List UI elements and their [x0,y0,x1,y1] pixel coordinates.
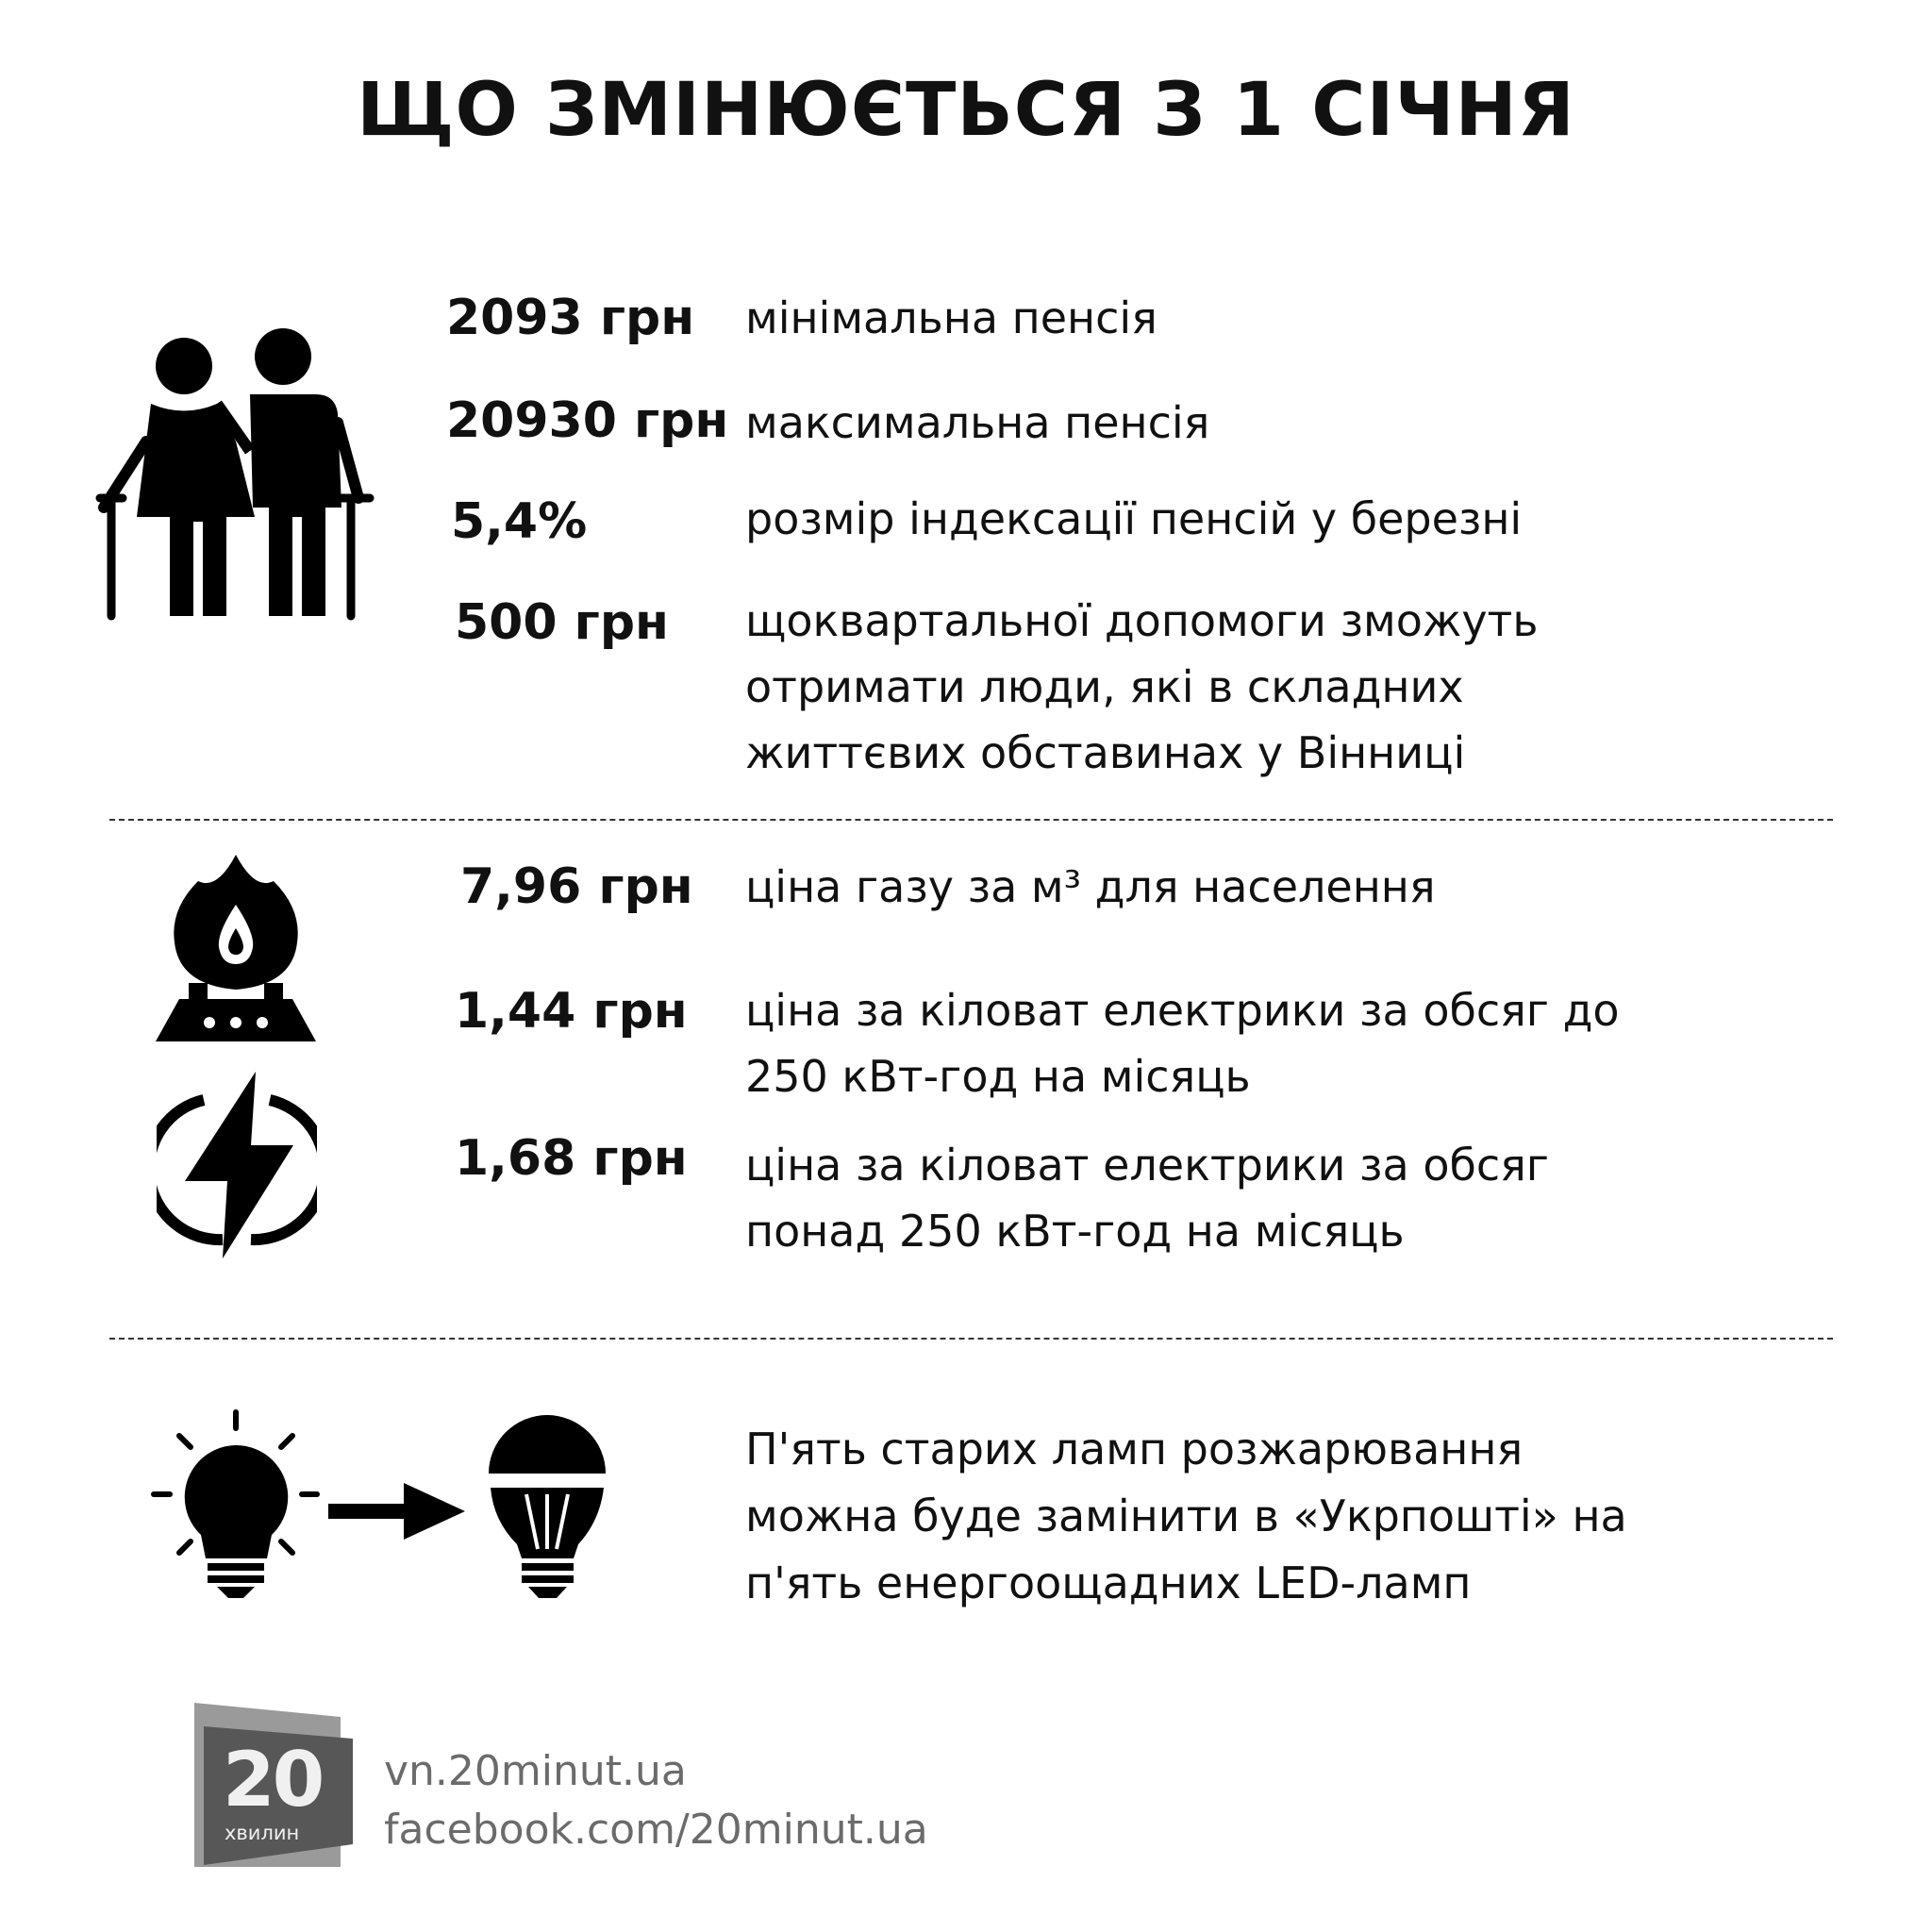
aid-label-1: щоквартальної допомоги зможуть [745,595,1539,646]
gas-price-value: 7,96 грн [460,858,693,915]
electricity-high-label-2: понад 250 кВт-год на місяць [745,1206,1405,1257]
electricity-low-label-1: ціна за кіловат електрики за обсяг до [745,985,1620,1036]
page-title: ЩО ЗМІНЮЄТЬСЯ З 1 СІЧНЯ [357,68,1575,153]
aid-value: 500 грн [455,594,669,651]
lamps-label-3: п'ять енергоощадних LED-ламп [745,1557,1472,1608]
electricity-low-label-2: 250 кВт-год на місяць [745,1051,1251,1102]
elderly-couple-icon [94,328,377,623]
facebook-link[interactable]: facebook.com/20minut.ua [384,1806,928,1854]
min-pension-value: 2093 грн [446,290,695,346]
logo-20-hvylyn[interactable] [194,1703,353,1867]
gas-price-label: ціна газу за м³ для населення [745,861,1436,912]
electricity-high-value: 1,68 грн [455,1130,688,1187]
max-pension-value: 20930 грн [446,392,729,449]
site-link[interactable]: vn.20minut.ua [384,1747,687,1795]
electricity-high-label-1: ціна за кіловат електрики за обсяг [745,1140,1549,1191]
gas-stove-icon [151,853,321,1043]
electricity-bolt-icon [157,1070,317,1260]
divider [109,819,1833,821]
logo-number: 20 [223,1736,323,1824]
lamp-replacement-icon [149,1407,611,1600]
indexation-value: 5,4% [451,493,588,550]
aid-label-2: отримати люди, які в складних [745,661,1464,712]
indexation-label: розмір індексації пенсій у березні [745,493,1523,544]
lamps-label-2: можна буде замінити в «Укрпошті» на [745,1491,1627,1541]
divider [109,1338,1833,1340]
logo-word: хвилин [225,1822,300,1844]
min-pension-label: мінімальна пенсія [745,292,1158,343]
electricity-low-value: 1,44 грн [455,983,688,1040]
aid-label-3: життєвих обставинах у Вінниці [745,727,1466,778]
max-pension-label: максимальна пенсія [745,397,1210,448]
lamps-label-1: П'ять старих ламп розжарювання [745,1424,1524,1474]
